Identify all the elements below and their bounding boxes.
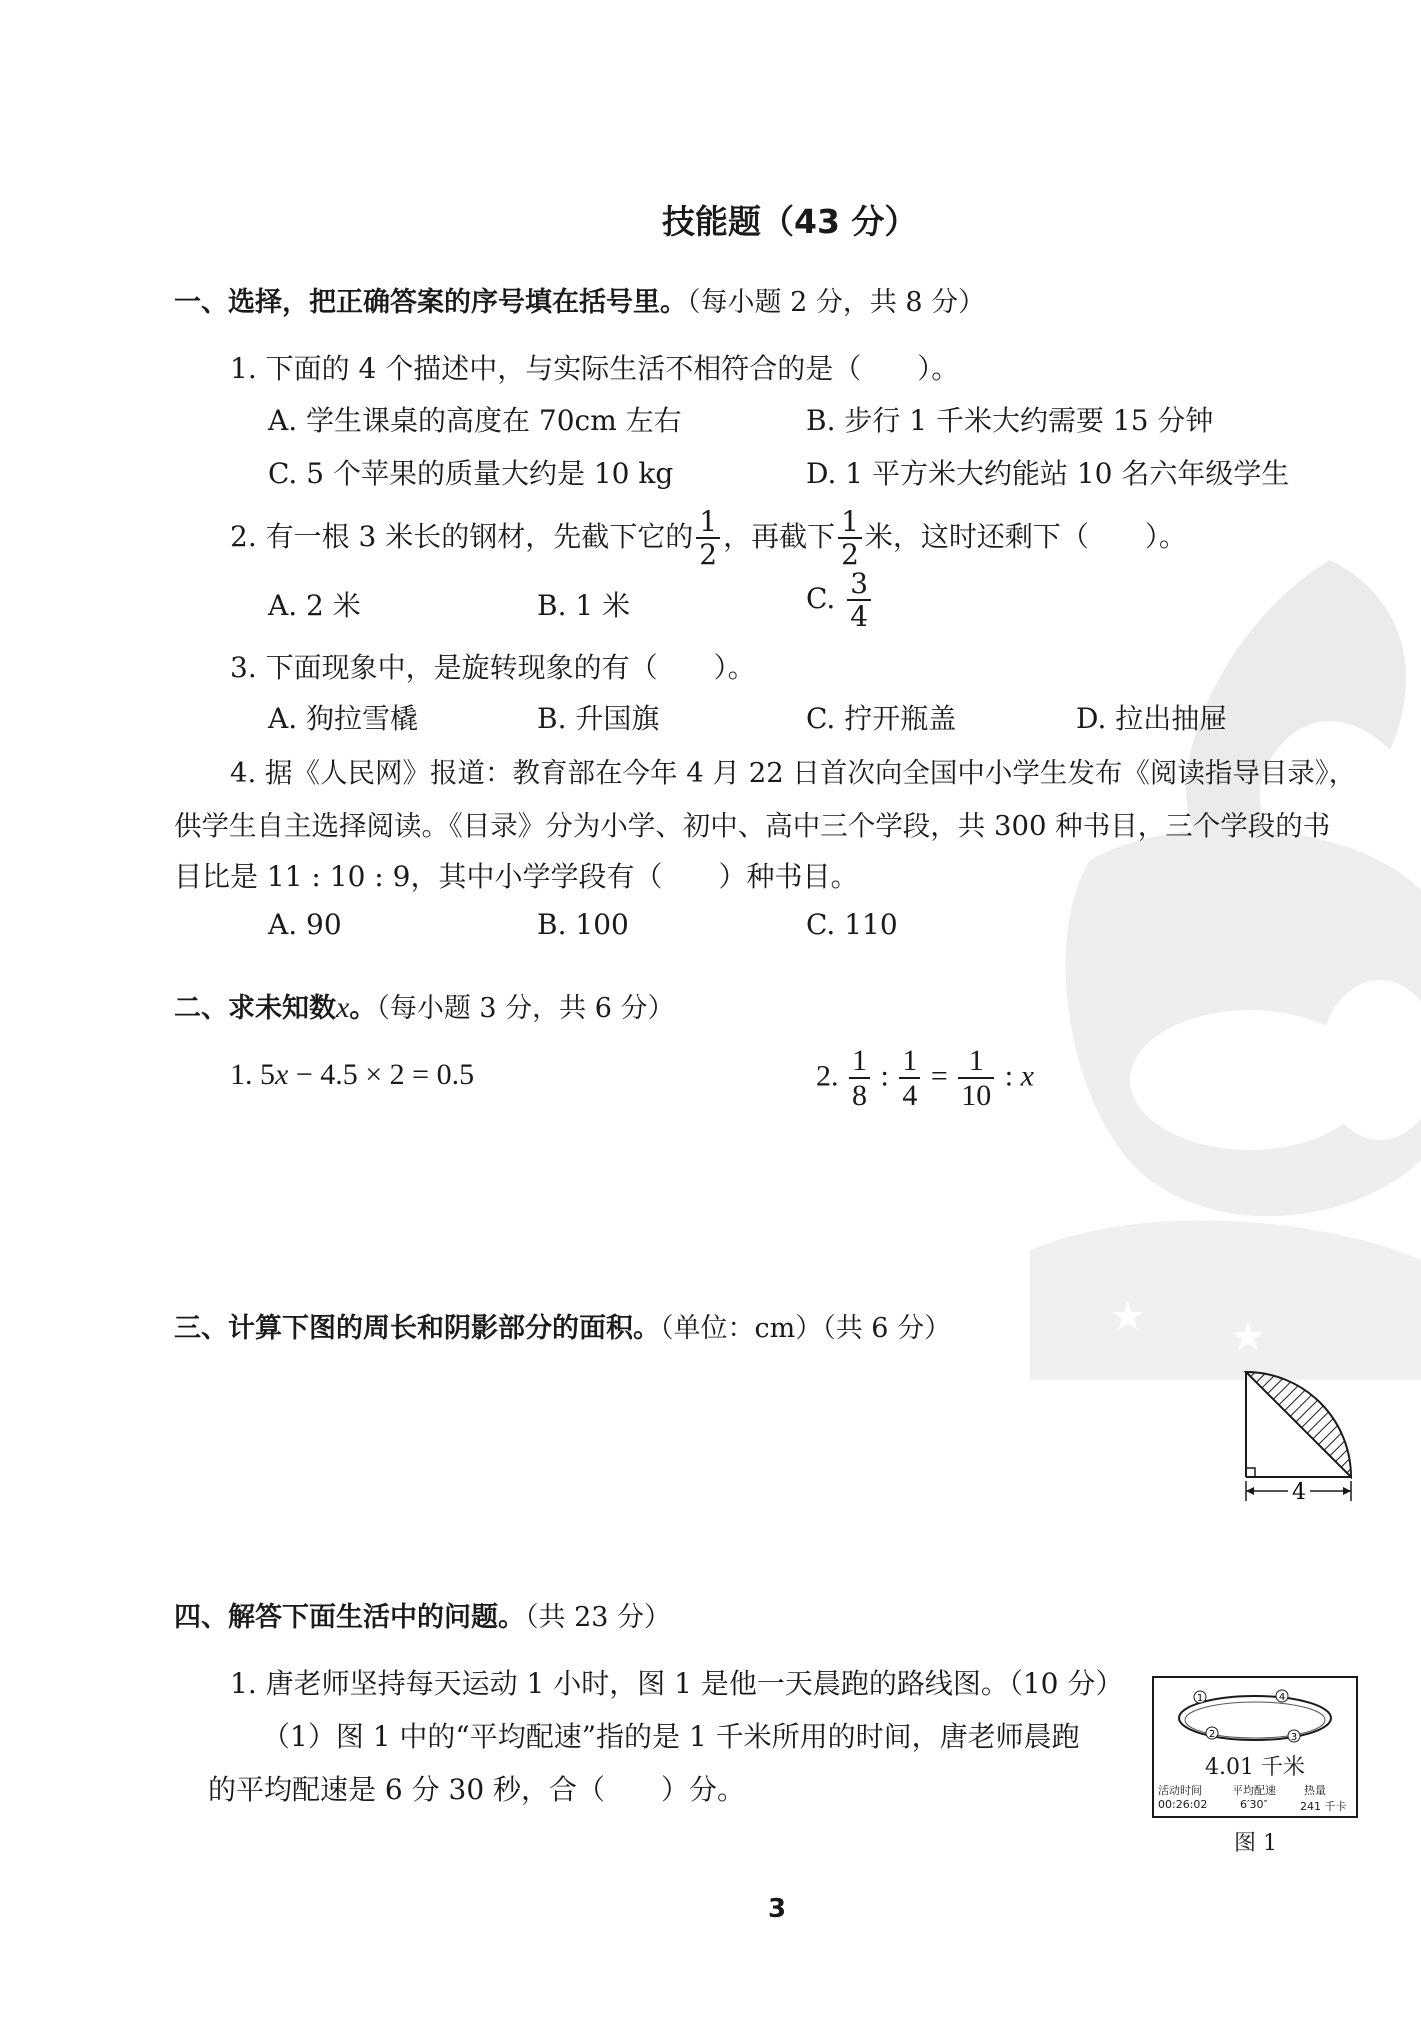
- s1-q3-option-a: A. 狗拉雪橇: [268, 702, 419, 735]
- variable: x: [275, 1058, 289, 1091]
- denominator: 2: [841, 538, 859, 571]
- section-1-title: 一、选择，把正确答案的序号填在括号里。: [174, 287, 687, 318]
- equals-sign: =: [923, 1059, 956, 1093]
- section-1-heading: [174, 280, 985, 319]
- section-4-heading: [174, 1595, 671, 1634]
- fraction: [849, 1046, 870, 1111]
- section-3-title: 三、计算下图的周长和阴影部分的面积。: [174, 1313, 660, 1344]
- running-route-figure: [1152, 1676, 1358, 1818]
- right-angle-mark: [1246, 1468, 1255, 1477]
- s4-q1-stem: 1. 唐老师坚持每天运动 1 小时，图 1 是他一天晨跑的路线图。（10 分）: [230, 1667, 1124, 1700]
- denominator: 4: [902, 1079, 918, 1112]
- numerator: 1: [838, 508, 862, 539]
- s1-q1-option-b: B. 步行 1 千米大约需要 15 分钟: [806, 404, 1214, 437]
- page-title: 技能题（43 分）: [662, 202, 918, 241]
- stat-value-pace: 6′30″: [1240, 1798, 1268, 1811]
- s1-q1-option-c: C. 5 个苹果的质量大约是 10 kg: [268, 457, 674, 490]
- equation-rest: − 4.5 × 2 = 0.5: [288, 1058, 475, 1091]
- question-number: 1.: [230, 1058, 253, 1091]
- s1-q2-stem-a: 2. 有一根 3 米长的钢材，先截下它的: [230, 520, 694, 553]
- stat-label-time: 活动时间: [1158, 1784, 1202, 1797]
- s1-q2-stem-b: ，再截下: [723, 520, 836, 553]
- distance-readout: 4.01 千米: [1205, 1755, 1305, 1780]
- quarter-circle-figure: [1236, 1368, 1356, 1506]
- s2-equation-2: [816, 1046, 1034, 1111]
- s1-q3-option-d: D. 拉出抽屉: [1076, 702, 1228, 735]
- section-2-title-a: 二、求未知数: [174, 993, 336, 1024]
- stat-value-calories: 241 千卡: [1300, 1800, 1347, 1813]
- watermark-logo: [1030, 560, 1421, 1380]
- numerator: 1: [899, 1046, 920, 1079]
- s1-q4-option-b: B. 100: [537, 908, 629, 941]
- s1-q3-option-c: C. 拧开瓶盖: [806, 702, 957, 735]
- section-3-note: （单位：cm）（共 6 分）: [660, 1313, 952, 1344]
- route-marker-label: 4: [1278, 1692, 1286, 1703]
- dimension-label: 4: [1292, 1480, 1306, 1505]
- s1-q3-option-b: B. 升国旗: [537, 702, 660, 735]
- fraction: [696, 505, 720, 571]
- s1-q2-stem-c: 米，这时还剩下（ ）。: [864, 520, 1187, 553]
- s1-q1-stem: 1. 下面的 4 个描述中，与实际生活不相符合的是（ ）。: [230, 352, 960, 385]
- fraction: [958, 1046, 994, 1111]
- s4-q1-sub-line-2: 的平均配速是 6 分 30 秒，合（ ）分。: [208, 1773, 746, 1806]
- fraction: [899, 1046, 920, 1111]
- route-marker-label: 3: [1290, 1732, 1298, 1743]
- option-label: C.: [806, 582, 836, 615]
- ratio-colon: :: [997, 1059, 1021, 1093]
- coefficient: 5: [260, 1058, 275, 1091]
- s1-q2-option-b: B. 1 米: [537, 589, 631, 622]
- ratio-colon: :: [873, 1059, 897, 1093]
- s1-q2-option-c: [806, 567, 874, 633]
- route-marker-label: 2: [1208, 1729, 1216, 1740]
- s2-equation-1: [230, 1058, 474, 1092]
- section-4-title: 四、解答下面生活中的问题。: [174, 1602, 525, 1633]
- s1-q1-option-d: D. 1 平方米大约能站 10 名六年级学生: [806, 457, 1290, 490]
- stat-label-calories: 热量: [1304, 1784, 1326, 1797]
- denominator: 4: [850, 600, 869, 633]
- s1-q2-stem: [230, 505, 1187, 571]
- numerator: 1: [958, 1046, 994, 1079]
- fraction: [847, 567, 871, 633]
- section-2-title-b: 。: [349, 993, 377, 1024]
- s1-q2-option-a: A. 2 米: [268, 589, 361, 622]
- s1-q1-option-a: A. 学生课桌的高度在 70cm 左右: [268, 404, 682, 437]
- numerator: 1: [849, 1046, 870, 1079]
- denominator: 10: [961, 1079, 992, 1112]
- svg-text:★: ★: [1110, 1294, 1146, 1340]
- s1-q4-option-c: C. 110: [806, 908, 898, 941]
- s1-q3-stem: 3. 下面现象中，是旋转现象的有（ ）。: [230, 651, 756, 684]
- fraction: [838, 505, 862, 571]
- denominator: 2: [699, 538, 718, 571]
- s1-q4-option-a: A. 90: [268, 908, 342, 941]
- route-marker-label: 1: [1196, 1693, 1204, 1704]
- stat-label-pace: 平均配速: [1232, 1784, 1276, 1797]
- section-1-note: （每小题 2 分，共 8 分）: [687, 287, 986, 318]
- section-3-heading: [174, 1306, 951, 1345]
- s1-q4-line-3: 目比是 11 : 10 : 9，其中小学学段有（ ）种书目。: [174, 860, 859, 893]
- svg-text:★: ★: [1230, 1314, 1266, 1360]
- question-number: 2.: [816, 1059, 839, 1093]
- section-2-heading: [174, 986, 675, 1025]
- numerator: 1: [696, 508, 720, 539]
- page-number: 3: [768, 1894, 787, 1924]
- shaded-segment: [1246, 1372, 1351, 1477]
- denominator: 8: [852, 1079, 867, 1112]
- section-4-note: （共 23 分）: [525, 1602, 672, 1633]
- s1-q4-line-2: 供学生自主选择阅读。《目录》分为小学、初中、高中三个学段，共 300 种书目，三个学段的书: [174, 810, 1331, 842]
- s4-q1-sub-line-1: （1）图 1 中的“平均配速”指的是 1 千米所用的时间，唐老师晨跑: [262, 1720, 1080, 1753]
- section-2-note: （每小题 3 分，共 6 分）: [376, 993, 675, 1024]
- figure-1-caption: 图 1: [1234, 1831, 1277, 1856]
- variable: x: [1020, 1059, 1034, 1093]
- numerator: 3: [847, 570, 871, 601]
- s1-q4-line-1: 4. 据《人民网》报道：教育部在今年 4 月 22 日首次向全国中小学生发布《阅读指导目录》，: [230, 757, 1357, 789]
- section-2-variable: x: [336, 991, 350, 1024]
- stat-value-time: 00:26:02: [1158, 1798, 1208, 1811]
